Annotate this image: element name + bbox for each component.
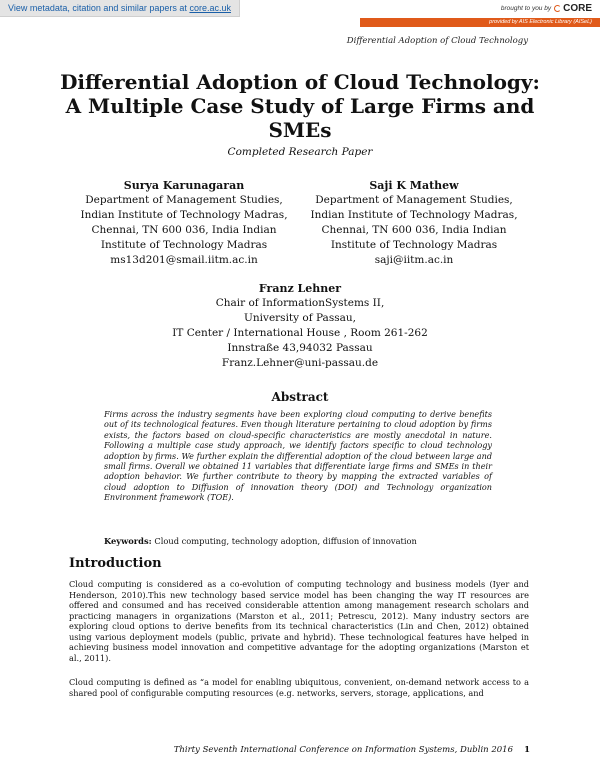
page-number: 1	[524, 745, 530, 755]
keywords-text: Cloud computing, technology adoption, diffusion of innovation	[154, 536, 417, 546]
author-affiliation-line: Chennai, TN 600 036, India Indian	[91, 224, 277, 236]
author-block	[68, 178, 300, 268]
body-paragraph: Cloud computing is considered as a co-evolution of computing technology and business models (Iyer and Henderson, 2010).This new technology based service model has been changing the way IT resources are offered and consumed and has received considerable attention among management research scholars and practicing managers in organizations (Marston et al., 2011; Petrescu, 2012). Many industry sectors are exploring cloud options to derive benefits from its technical characteristics (Lin and Chen, 2012) obtained using various deployment models (public, private and hybrid). These technological features have helped in achieving business model innovation and competitive advantage for the adopting organizations (Marston et al., 2011).	[69, 579, 529, 663]
author-affiliation-line: Indian Institute of Technology Madras,	[310, 209, 518, 221]
core-brought-label: brought to you by	[500, 5, 552, 12]
core-link-prefix: View metadata, citation and similar papers at	[8, 3, 190, 13]
author-block	[120, 281, 480, 371]
author-affiliation-line: IT Center / International House , Room 261-262	[172, 327, 428, 339]
author-affiliation-line: Innstraße 43,94032 Passau	[227, 342, 373, 354]
body-paragraph: Cloud computing is defined as “a model for enabling ubiquitous, convenient, on-demand network access to a shared pool of configurable computing resources (e.g. networks, servers, storage, applications, and	[69, 677, 529, 698]
paper-title: Differential Adoption of Cloud Technology: A Multiple Case Study of Large Firms and SMEs	[60, 70, 540, 142]
core-logo-icon	[554, 5, 561, 12]
paper-subtitle: Completed Research Paper	[227, 146, 373, 158]
core-link-domain[interactable]: core.ac.uk	[189, 3, 231, 13]
author-affiliation-line: Chennai, TN 600 036, India Indian	[321, 224, 507, 236]
author-affiliation-line: Chair of InformationSystems II,	[215, 297, 385, 309]
core-brought-by[interactable]	[501, 3, 592, 14]
author-block	[298, 178, 530, 268]
author-affiliation-line: Institute of Technology Madras	[330, 239, 498, 251]
core-logo[interactable]	[554, 3, 592, 14]
author-email: Franz.Lehner@uni-passau.de	[221, 357, 379, 369]
core-banner	[0, 0, 600, 27]
author-affiliation-line: Department of Management Studies,	[85, 194, 283, 206]
author-affiliation-line: Indian Institute of Technology Madras,	[80, 209, 288, 221]
core-metadata-link[interactable]	[0, 0, 240, 17]
author-name: Surya Karunagaran	[123, 179, 245, 192]
author-affiliation-line: Department of Management Studies,	[315, 194, 513, 206]
author-affiliation-line: University of Passau,	[244, 312, 356, 324]
core-provided-by[interactable]: provided by AIS Electronic Library (AISeL)	[360, 18, 600, 27]
core-logo-text: CORE	[563, 3, 592, 14]
footer-conference: Thirty Seventh International Conference on Information Systems, Dublin 2016	[173, 745, 513, 755]
abstract-heading: Abstract	[271, 390, 329, 404]
abstract-text: Firms across the industry segments have been exploring cloud computing to derive benefits out of its technological features. Even though literature pertaining to cloud adoption by firms exists, the factors based on cloud-specific characteristics are mostly anecdotal in nature. Following a multiple case study approach, we identify factors specific to cloud technology adoption by firms. We further explain the differential adoption of the cloud between large and small firms. Overall we obtained 11 variables that differentiate large firms and SMEs in their adoption behavior. We further contribute to theory by mapping the extracted variables of cloud adoption to Diffusion of innovation theory (DOI) and Technology organization Environment framework (TOE).	[104, 409, 492, 503]
keywords-label: Keywords:	[104, 536, 152, 546]
author-affiliation-line: Institute of Technology Madras	[100, 239, 268, 251]
keywords	[104, 536, 417, 546]
author-email: ms13d201@smail.iitm.ac.in	[110, 254, 258, 266]
running-head: Differential Adoption of Cloud Technology	[346, 36, 528, 46]
introduction-heading: Introduction	[69, 556, 162, 571]
author-email: saji@iitm.ac.in	[374, 254, 454, 266]
author-name: Franz Lehner	[258, 282, 342, 295]
author-name: Saji K Mathew	[369, 179, 459, 192]
